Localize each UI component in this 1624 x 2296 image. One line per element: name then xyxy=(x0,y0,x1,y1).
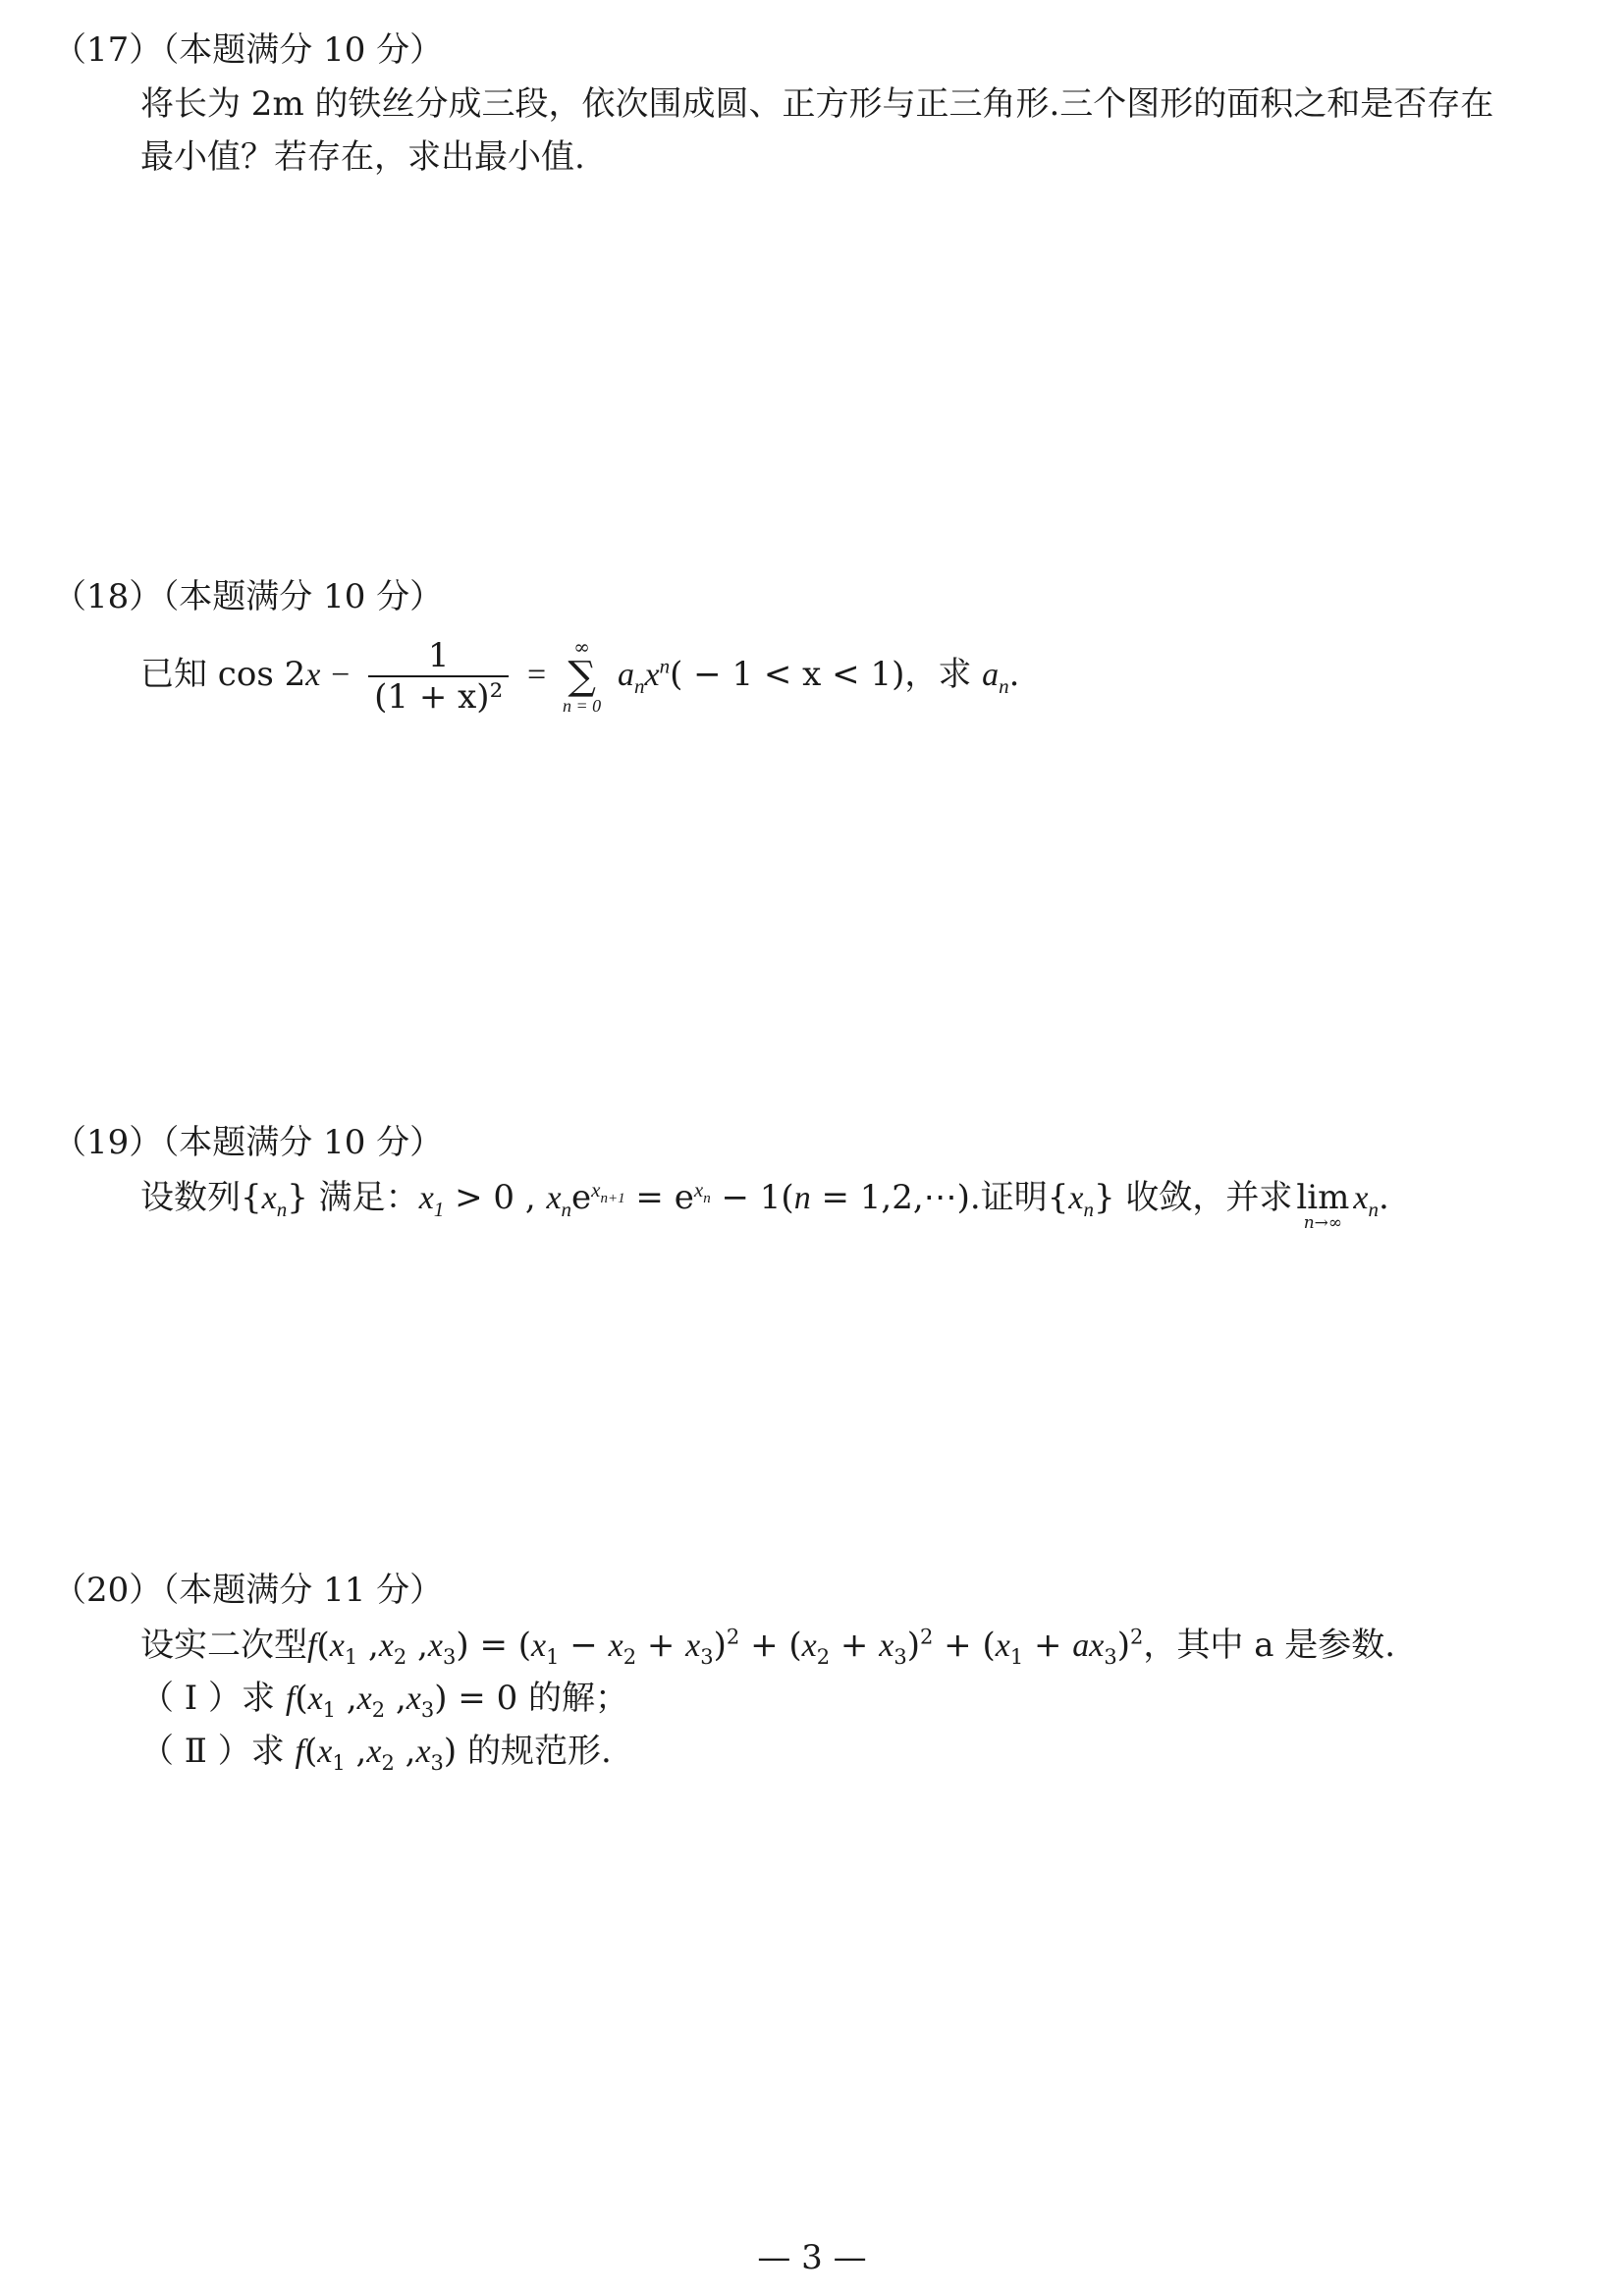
problem-19-text-3: > 0 , xyxy=(444,1178,536,1217)
problem-17-line-1: 将长为 2m 的铁丝分成三段，依次围成圆、正方形与正三角形.三个图形的面积之和是否存在 xyxy=(140,84,1494,124)
problem-20-l2-post: = 0 的解； xyxy=(447,1679,629,1718)
summation xyxy=(563,637,601,716)
var-xn: $x_n$ xyxy=(546,1180,572,1221)
fraction-denominator: (1 + x)² xyxy=(374,677,504,717)
lim-word: lim xyxy=(1296,1178,1350,1217)
sum-lower-limit: n = 0 xyxy=(563,696,602,716)
seq-xn: $x_n$ xyxy=(261,1180,288,1221)
problem-19-header: （19）（本题满分 10 分） xyxy=(53,1123,444,1162)
problem-17-line-2: 最小值？若存在，求出最小值. xyxy=(140,137,585,177)
exp-xn: xn xyxy=(693,1177,711,1206)
lim-xn: $x_n$ xyxy=(1353,1180,1380,1221)
problem-19-text-7: = 1,2,⋯).证明{ xyxy=(810,1178,1069,1217)
seq-xn-2: $x_n$ xyxy=(1068,1180,1094,1221)
problem-18-ask: ，求 xyxy=(904,655,983,694)
problem-20-part-2: （ Ⅱ ）求 $f(x_1$ $,x_2$ $,x_3$) 的规范形. xyxy=(140,1732,612,1775)
problem-19-text-4: e xyxy=(571,1178,592,1217)
problem-19-text-5: = e xyxy=(624,1178,694,1217)
quadratic-form-expression: f xyxy=(307,1628,317,1664)
problem-20-l3-post: 的规范形. xyxy=(457,1732,612,1771)
problem-18-header: （18）（本题满分 10 分） xyxy=(53,577,444,616)
problem-19-text-1: 设数列{ xyxy=(140,1178,262,1217)
problem-20-l3-pre: （ Ⅱ ）求 xyxy=(140,1732,296,1771)
page-number: — 3 — xyxy=(757,2238,867,2277)
minus-sign: − xyxy=(331,657,351,693)
problem-19-text-2: } 满足： xyxy=(287,1178,419,1217)
lim-subscript: n→∞ xyxy=(1303,1213,1343,1233)
problem-20-l1-pre: 设实二次型 xyxy=(140,1626,307,1665)
exp-xn1: xn+1 xyxy=(591,1177,625,1206)
problem-19-statement: 设数列$\{x_n\}$ 满足：$x_1 > 0$ , $x_ne^{x_{n+1}} = e^{x_n} - 1(n$ = 1,2,⋯).证明$\{x_n\}$ 收敛，并求 lim n→∞ $x_n$. xyxy=(140,1177,1389,1233)
var-x: x xyxy=(305,657,321,693)
sigma-symbol: ∑ xyxy=(568,654,596,699)
problem-20-line-1: 设实二次型$f(x_1$ $,x_2$ $,x_3) = (x_1 - x_2 + x_3)^2 + (x_2 + x_3)^2 + (x_1 + ax_3)^2$，其中 a 是参数. xyxy=(140,1625,1396,1669)
fraction xyxy=(368,636,509,717)
problem-20-l1-post: ，其中 a 是参数. xyxy=(1143,1626,1396,1665)
var-n: n xyxy=(793,1180,811,1216)
problem-19-text-8: } 收敛，并求 xyxy=(1093,1178,1293,1217)
term-an-xn: $a_nx^n$ xyxy=(617,654,671,698)
problem-18-equation: 已知 cos 2x − $\frac{1}{\text{(1 + x)²}}$ = ∞ ∑ n = 0 $a_nx^n( - 1 < x < 1)$，求 $a_n$. xyxy=(140,635,1020,717)
equals-sign: = xyxy=(527,657,547,693)
problem-19-text-6: − 1( xyxy=(710,1178,794,1217)
problem-18-range: ( − 1 < x < 1) xyxy=(670,655,905,694)
problem-20-header: （20）（本题满分 11 分） xyxy=(53,1571,444,1610)
var-x1: $x_1$ xyxy=(418,1180,445,1221)
problem-20-part-1: （ Ⅰ ）求 $f(x_1$ $,x_2$ $,x_3) = 0$ 的解； xyxy=(140,1679,629,1722)
sum-upper-limit: ∞ xyxy=(573,635,590,659)
fraction-numerator: 1 xyxy=(427,636,450,675)
limit xyxy=(1296,1178,1350,1233)
problem-17-header: （17）（本题满分 10 分） xyxy=(53,30,444,70)
problem-18-pre: 已知 cos 2 xyxy=(140,655,306,694)
target-an: $a_n$ xyxy=(982,657,1009,698)
problem-20-l2-pre: （ Ⅰ ）求 xyxy=(140,1679,286,1718)
